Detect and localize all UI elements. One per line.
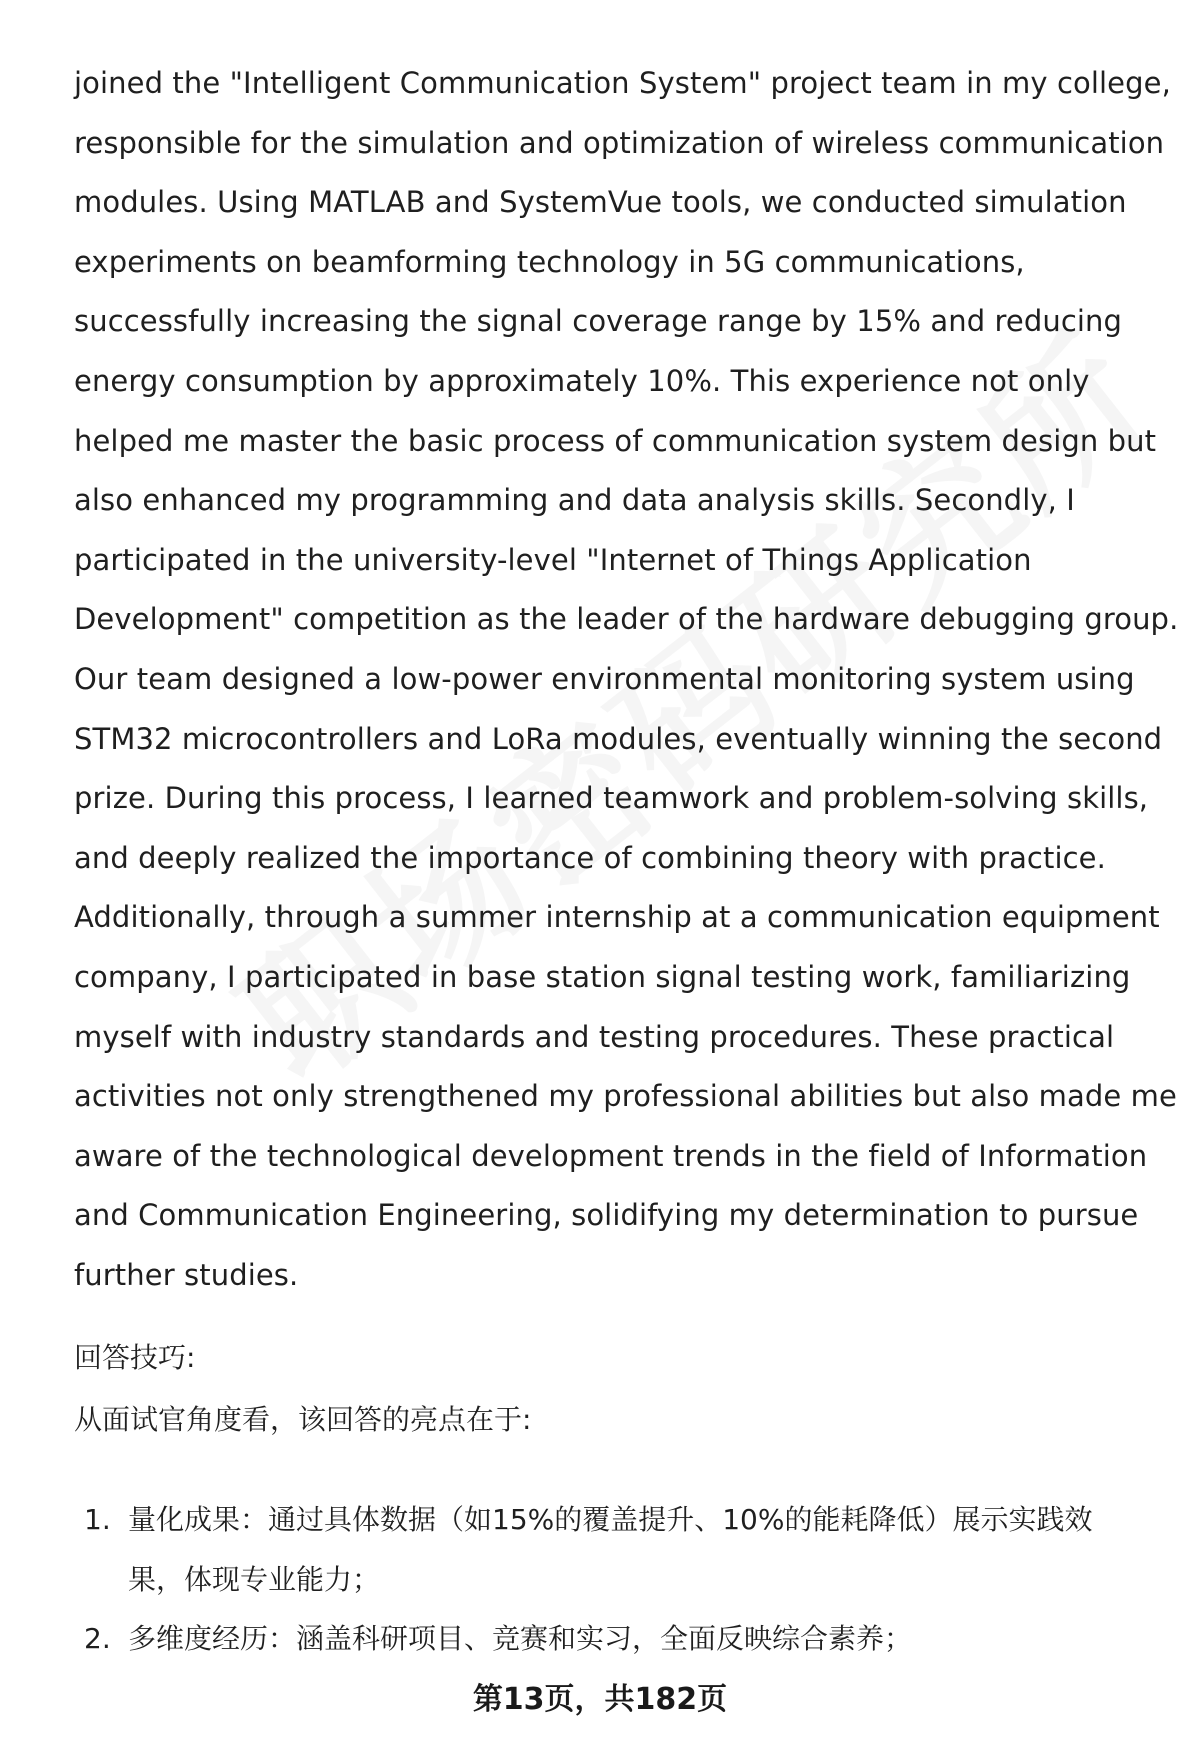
answer-line: participated in the university-level "Internet of Things Application: [74, 542, 1032, 577]
answer-line: aware of the technological development trends in the field of Information: [74, 1138, 1148, 1173]
answer-line: Additionally, through a summer internship at a communication equipment: [74, 900, 1160, 935]
answer-line: energy consumption by approximately 10%. This experience not only: [74, 363, 1090, 398]
answer-line: experiments on beamforming technology in 5G communications,: [74, 244, 1025, 279]
answer-line: activities not only strengthened my professional abilities but also made me: [74, 1079, 1177, 1114]
tips-list-item: [74, 1490, 1164, 1609]
answer-line: and Communication Engineering, solidifying my determination to pursue: [74, 1198, 1139, 1233]
tips-heading: 回答技巧:: [74, 1341, 196, 1374]
answer-line: successfully increasing the signal coverage range by 15% and reducing: [74, 304, 1123, 339]
answer-line: company, I participated in base station signal testing work, familiarizing: [74, 959, 1131, 994]
answer-line: Our team designed a low-power environmental monitoring system using: [74, 661, 1135, 696]
tips-list: [74, 1490, 1164, 1669]
answer-line: helped me master the basic process of communication system design but: [74, 423, 1157, 458]
tips-item-line: 量化成果：通过具体数据（如15%的覆盖提升、10%的能耗降低）展示实践效: [128, 1503, 1093, 1536]
tips-item-line: 多维度经历：涵盖科研项目、竞赛和实习，全面反映综合素养；: [128, 1622, 913, 1656]
list-number: 1.: [84, 1503, 111, 1536]
answer-paragraph: [74, 54, 1179, 1305]
answer-line: prize. During this process, I learned teamwork and problem-solving skills,: [74, 781, 1149, 816]
answer-line: and deeply realized the importance of combining theory with practice.: [74, 840, 1106, 875]
answer-line: joined the "Intelligent Communication System" project team in my college,: [74, 66, 1171, 100]
answer-line: responsible for the simulation and optimization of wireless communication: [74, 125, 1165, 160]
answer-line: modules. Using MATLAB and SystemVue tools, we conducted simulation: [74, 185, 1127, 220]
page-number-footer: 第13页，共182页: [472, 1682, 728, 1717]
tips-list-item: [74, 1609, 1164, 1669]
answer-line: further studies.: [74, 1257, 299, 1292]
answer-line: myself with industry standards and testing procedures. These practical: [74, 1019, 1115, 1054]
tips-intro: 从面试官角度看，该回答的亮点在于:: [74, 1403, 532, 1436]
list-number: 2.: [84, 1622, 111, 1656]
tips-item-line: 果，体现专业能力；: [128, 1562, 381, 1596]
answer-line: STM32 microcontrollers and LoRa modules, eventually winning the second: [74, 721, 1163, 756]
answer-line: also enhanced my programming and data analysis skills. Secondly, I: [74, 483, 1075, 518]
answer-line: Development" competition as the leader of the hardware debugging group.: [74, 602, 1179, 637]
